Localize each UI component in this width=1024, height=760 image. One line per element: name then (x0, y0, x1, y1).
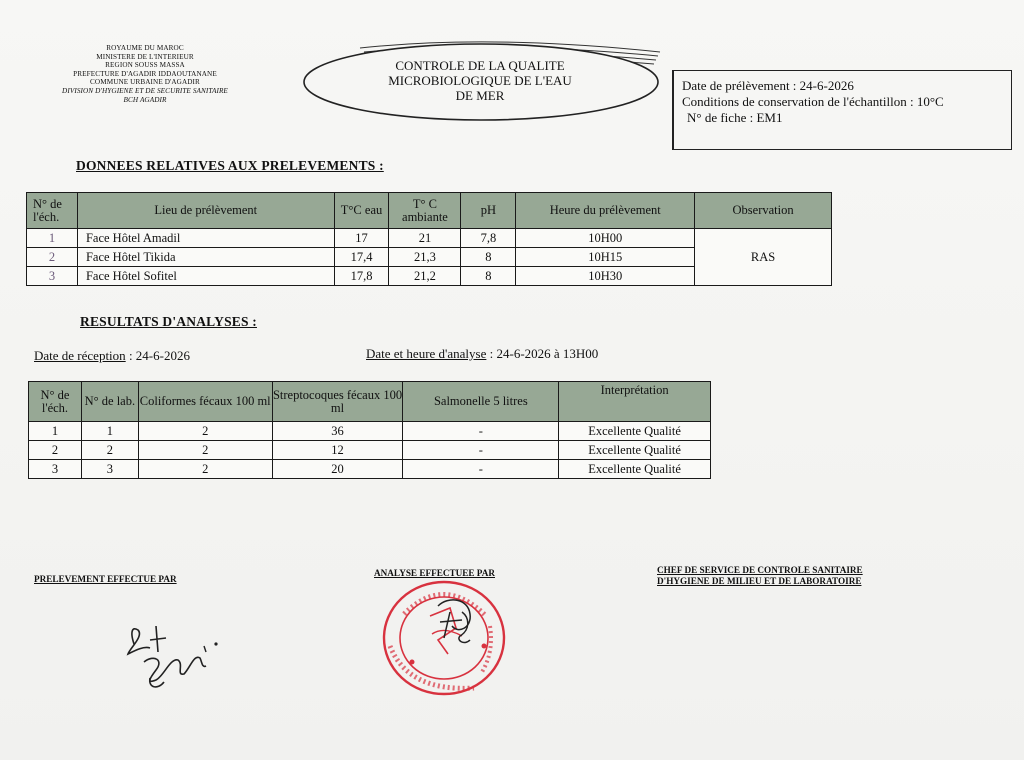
cell-time: 10H00 (516, 229, 695, 248)
header-line: PREFECTURE D'AGADIR IDDAOUTANANE (73, 69, 217, 78)
col-header: Observation (695, 193, 832, 229)
cell-fecal-streptococci: 36 (272, 422, 403, 441)
cell-interpretation: Excellente Qualité (559, 441, 711, 460)
analysis-date-label: Date et heure d'analyse (366, 346, 487, 361)
cell-ambient-temp: 21,2 (389, 267, 461, 286)
title-line: CONTROLE DE LA QUALITE (395, 58, 565, 73)
cell-time: 10H30 (516, 267, 695, 286)
sampled-by-label: PRELEVEMENT EFFECTUE PAR (34, 574, 177, 584)
cell-observation: RAS (695, 229, 832, 286)
administrative-header (20, 44, 270, 104)
results-section-title: RESULTATS D'ANALYSES : (80, 314, 257, 329)
reception-date-value: : 24-6-2026 (125, 348, 190, 363)
cell-water-temp: 17,4 (334, 248, 389, 267)
reception-date (34, 348, 190, 364)
cell-lab-number: 3 (81, 460, 138, 479)
col-header: Coliformes fécaux 100 ml (138, 382, 272, 422)
cell-salmonella: - (403, 422, 559, 441)
header-line: REGION SOUSS MASSA (105, 61, 185, 70)
col-header: Lieu de prélèvement (77, 193, 334, 229)
col-header: Interprétation (559, 382, 711, 422)
cell-interpretation: Excellente Qualité (559, 422, 711, 441)
cell-fecal-coliforms: 2 (138, 441, 272, 460)
results-table (28, 381, 711, 479)
chief-title-line: CHEF DE SERVICE DE CONTROLE SANITAIRE (657, 565, 863, 575)
cell-sample-number: 2 (27, 248, 78, 267)
table-row (29, 460, 711, 479)
header-line: MINISTERE DE L'INTERIEUR (96, 52, 194, 61)
col-header: N° de l'éch. (27, 193, 78, 229)
cell-interpretation: Excellente Qualité (559, 460, 711, 479)
table-row (29, 422, 711, 441)
table-row (27, 229, 832, 248)
cell-salmonella: - (403, 460, 559, 479)
sampling-info-box (672, 70, 1012, 150)
cell-ph: 8 (461, 267, 516, 286)
cell-lab-number: 1 (81, 422, 138, 441)
sampling-table (26, 192, 832, 286)
sheet-number: N° de fiche : EM1 (687, 110, 783, 125)
header-line: DIVISION D'HYGIENE ET DE SECURITE SANITAIRE (62, 86, 228, 95)
cell-fecal-streptococci: 12 (272, 441, 403, 460)
document-title (340, 58, 620, 103)
col-header: T° C ambiante (389, 193, 461, 229)
official-stamp (378, 576, 510, 700)
analysis-date-value: : 24-6-2026 à 13H00 (486, 346, 599, 361)
col-header: N° de l'éch. (29, 382, 82, 422)
chief-title (657, 565, 863, 587)
cell-fecal-coliforms: 2 (138, 422, 272, 441)
cell-ph: 7,8 (461, 229, 516, 248)
col-header: Heure du prélèvement (516, 193, 695, 229)
cell-sample-number: 3 (27, 267, 78, 286)
cell-sample-number: 1 (29, 422, 82, 441)
conservation-conditions: Conditions de conservation de l'échantillon : 10°C (682, 94, 944, 109)
cell-time: 10H15 (516, 248, 695, 267)
table-header-row (27, 193, 832, 229)
cell-sample-number: 3 (29, 460, 82, 479)
cell-location: Face Hôtel Amadil (77, 229, 334, 248)
title-line: DE MER (455, 88, 505, 103)
document-title-oval (300, 38, 662, 122)
col-header: pH (461, 193, 516, 229)
table-header-row (29, 382, 711, 422)
cell-lab-number: 2 (81, 441, 138, 460)
cell-sample-number: 1 (27, 229, 78, 248)
sampling-section-title: DONNEES RELATIVES AUX PRELEVEMENTS : (76, 158, 384, 173)
cell-water-temp: 17 (334, 229, 389, 248)
col-header: Salmonelle 5 litres (403, 382, 559, 422)
reception-date-label: Date de réception (34, 348, 126, 363)
col-header: Streptocoques fécaux 100 ml (272, 382, 403, 422)
sampling-date: Date de prélèvement : 24-6-2026 (682, 78, 854, 93)
analysed-by-label: ANALYSE EFFECTUEE PAR (374, 568, 495, 578)
cell-ambient-temp: 21,3 (389, 248, 461, 267)
handwritten-signature (120, 618, 230, 698)
header-line: COMMUNE URBAINE D'AGADIR (90, 78, 200, 87)
col-header: N° de lab. (81, 382, 138, 422)
table-row (29, 441, 711, 460)
analysis-date (366, 346, 598, 362)
cell-fecal-streptococci: 20 (272, 460, 403, 479)
chief-title-line: D'HYGIENE DE MILIEU ET DE LABORATOIRE (657, 576, 862, 586)
cell-ph: 8 (461, 248, 516, 267)
header-line: BCH AGADIR (123, 95, 167, 104)
cell-fecal-coliforms: 2 (138, 460, 272, 479)
header-line: ROYAUME DU MAROC (106, 44, 184, 52)
cell-sample-number: 2 (29, 441, 82, 460)
title-line: MICROBIOLOGIQUE DE L'EAU (388, 73, 572, 88)
cell-ambient-temp: 21 (389, 229, 461, 248)
cell-water-temp: 17,8 (334, 267, 389, 286)
col-header: T°C eau (334, 193, 389, 229)
cell-location: Face Hôtel Tikida (77, 248, 334, 267)
cell-location: Face Hôtel Sofitel (77, 267, 334, 286)
cell-salmonella: - (403, 441, 559, 460)
